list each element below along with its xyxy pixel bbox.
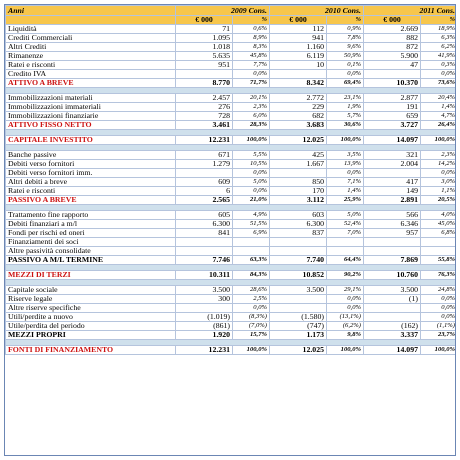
row-label: Liquidità (6, 25, 176, 34)
value-cell: 682 (270, 112, 327, 121)
value-cell: 6.300 (270, 220, 327, 229)
value-cell: 1.667 (270, 160, 327, 169)
row-label: Credito IVA (6, 70, 176, 79)
percent-cell: 29,1% (327, 286, 364, 295)
value-cell: 841 (176, 229, 233, 238)
percent-cell: 25,9% (327, 196, 364, 205)
value-cell: 957 (364, 229, 421, 238)
value-cell (364, 238, 421, 247)
percent-cell: 20,4% (421, 94, 457, 103)
table-row (6, 247, 457, 256)
value-cell (270, 238, 327, 247)
row-label: Riserve legale (6, 295, 176, 304)
percent-cell: 6,3% (421, 34, 457, 43)
row-label: Debiti verso fornitori (6, 160, 176, 169)
value-cell: 609 (176, 178, 233, 187)
percent-cell: 3,0% (421, 178, 457, 187)
percent-cell: 0,0% (421, 70, 457, 79)
balance-sheet (4, 4, 456, 456)
value-cell: 3.727 (364, 121, 421, 130)
percent-cell: 30,6% (327, 121, 364, 130)
value-cell: 8.342 (270, 79, 327, 88)
value-cell: 3.683 (270, 121, 327, 130)
value-cell: 112 (270, 25, 327, 34)
value-cell: 8.770 (176, 79, 233, 88)
row-label: Altri Crediti (6, 43, 176, 52)
percent-cell: 4,9% (233, 211, 270, 220)
percent-cell: 0,6% (233, 25, 270, 34)
percent-cell: 0,0% (421, 295, 457, 304)
percent-cell: 0,1% (327, 61, 364, 70)
total-row (6, 136, 457, 145)
value-cell: (861) (176, 322, 233, 331)
percent-cell: 0,0% (327, 70, 364, 79)
percent-cell: 13,9% (327, 160, 364, 169)
currency-2009: € 000 (176, 16, 233, 25)
value-cell: (162) (364, 322, 421, 331)
value-cell: 3.461 (176, 121, 233, 130)
percent-cell: 6,8% (421, 229, 457, 238)
value-cell (364, 169, 421, 178)
percent-cell: 1,4% (327, 187, 364, 196)
percent-cell: 51,5% (233, 220, 270, 229)
value-cell (270, 295, 327, 304)
value-cell: (1) (364, 295, 421, 304)
balance-table (5, 5, 456, 355)
percent-cell: 2,3% (233, 103, 270, 112)
table-row (6, 304, 457, 313)
value-cell: 10.760 (364, 271, 421, 280)
value-cell: 1.279 (176, 160, 233, 169)
table-row (6, 94, 457, 103)
value-cell: 941 (270, 34, 327, 43)
row-label: Fondi per rischi ed oneri (6, 229, 176, 238)
percent-cell: 52,4% (327, 220, 364, 229)
percent-cell: 5,0% (233, 178, 270, 187)
percent-cell: 0,0% (327, 295, 364, 304)
percent-cell (233, 238, 270, 247)
value-cell: 872 (364, 43, 421, 52)
percent-cell: 4,7% (421, 112, 457, 121)
value-cell: 6.119 (270, 52, 327, 61)
table-row (6, 160, 457, 169)
percent-cell: 9,6% (327, 43, 364, 52)
value-cell: 1.095 (176, 34, 233, 43)
value-cell: 12.231 (176, 346, 233, 355)
value-cell: 1.920 (176, 331, 233, 340)
percent-cell: (6,2%) (327, 322, 364, 331)
value-cell: 2.891 (364, 196, 421, 205)
value-cell: 605 (176, 211, 233, 220)
percent-cell: 5,0% (327, 211, 364, 220)
percent-cell: 2,5% (233, 295, 270, 304)
percent-cell: 100,0% (421, 346, 457, 355)
value-cell: 12.231 (176, 136, 233, 145)
percent-cell: 0,0% (233, 304, 270, 313)
percent-cell: 45,8% (233, 52, 270, 61)
value-cell: 300 (176, 295, 233, 304)
value-cell: 5.900 (364, 52, 421, 61)
value-cell: 10.852 (270, 271, 327, 280)
table-row (6, 70, 457, 79)
row-label: Altre passività consolidate (6, 247, 176, 256)
value-cell: 6 (176, 187, 233, 196)
percent-cell: 3,5% (327, 151, 364, 160)
row-label: FONTI DI FINANZIAMENTO (6, 346, 176, 355)
percent-cell: 6,2% (421, 43, 457, 52)
row-label: Altre riserve specifiche (6, 304, 176, 313)
value-cell: (1.580) (270, 313, 327, 322)
unit-row-blank (6, 16, 176, 25)
table-row (6, 103, 457, 112)
value-cell (270, 169, 327, 178)
pct-symbol-2010: % (327, 16, 364, 25)
value-cell: 6.346 (364, 220, 421, 229)
value-cell: 12.025 (270, 346, 327, 355)
value-cell: 276 (176, 103, 233, 112)
table-row (6, 34, 457, 43)
percent-cell: 0,0% (233, 70, 270, 79)
year-2010-header: 2010 Cons. (270, 6, 364, 16)
total-row (6, 256, 457, 265)
percent-cell: 14,2% (421, 160, 457, 169)
percent-cell: 1,9% (327, 103, 364, 112)
percent-cell: 90,2% (327, 271, 364, 280)
row-label: Immobilizzazioni materiali (6, 94, 176, 103)
percent-cell: (13,1%) (327, 313, 364, 322)
row-label: Utili/perdite a nuovo (6, 313, 176, 322)
table-row (6, 151, 457, 160)
value-cell: 2.457 (176, 94, 233, 103)
table-row (6, 169, 457, 178)
header-row (6, 6, 457, 16)
row-label: PASSIVO A BREVE (6, 196, 176, 205)
value-cell: 10.311 (176, 271, 233, 280)
table-row (6, 238, 457, 247)
value-cell: 566 (364, 211, 421, 220)
total-row (6, 346, 457, 355)
value-cell: 417 (364, 178, 421, 187)
value-cell: 671 (176, 151, 233, 160)
year-2011-header: 2011 Cons. (364, 6, 457, 16)
value-cell: 14.097 (364, 346, 421, 355)
value-cell (176, 169, 233, 178)
value-cell: 850 (270, 178, 327, 187)
percent-cell: 55,8% (421, 256, 457, 265)
percent-cell: 7,8% (327, 34, 364, 43)
percent-cell: 100,0% (421, 136, 457, 145)
percent-cell: 41,9% (421, 52, 457, 61)
value-cell: 10.370 (364, 79, 421, 88)
percent-cell: 5,5% (233, 151, 270, 160)
percent-cell: 7,0% (327, 229, 364, 238)
percent-cell: 69,4% (327, 79, 364, 88)
value-cell: 7.869 (364, 256, 421, 265)
table-row (6, 313, 457, 322)
value-cell (270, 247, 327, 256)
row-label: Immobilizzazioni immateriali (6, 103, 176, 112)
percent-cell: 4,0% (421, 211, 457, 220)
table-row (6, 220, 457, 229)
percent-cell: 8,3% (233, 43, 270, 52)
total-row (6, 331, 457, 340)
row-label: ATTIVO A BREVE (6, 79, 176, 88)
value-cell: 229 (270, 103, 327, 112)
pct-symbol-2011: % (421, 16, 457, 25)
percent-cell: 0,0% (421, 313, 457, 322)
row-label: Crediti Commerciali (6, 34, 176, 43)
pct-symbol-2009: % (233, 16, 270, 25)
row-label: Ratei e risconti (6, 187, 176, 196)
table-row (6, 52, 457, 61)
row-label: Utile/perdita del periodo (6, 322, 176, 331)
row-label: Debiti finanziari a m/l (6, 220, 176, 229)
table-row (6, 187, 457, 196)
percent-cell: 1,4% (421, 103, 457, 112)
value-cell: 7.746 (176, 256, 233, 265)
percent-cell: 100,0% (327, 136, 364, 145)
currency-2011: € 000 (364, 16, 421, 25)
row-label: Trattamento fine rapporto (6, 211, 176, 220)
table-row (6, 43, 457, 52)
percent-cell: 10,5% (233, 160, 270, 169)
total-row (6, 121, 457, 130)
percent-cell: 7,7% (233, 61, 270, 70)
percent-cell: 76,3% (421, 271, 457, 280)
value-cell: 837 (270, 229, 327, 238)
percent-cell (327, 247, 364, 256)
percent-cell: 24,8% (421, 286, 457, 295)
value-cell: (747) (270, 322, 327, 331)
value-cell: 2.669 (364, 25, 421, 34)
percent-cell: 50,9% (327, 52, 364, 61)
value-cell: 2.565 (176, 196, 233, 205)
percent-cell: (1,1%) (421, 322, 457, 331)
percent-cell: 9,8% (327, 331, 364, 340)
row-label: MEZZI PROPRI (6, 331, 176, 340)
percent-cell: 15,7% (233, 331, 270, 340)
value-cell: 149 (364, 187, 421, 196)
row-label: Immobilizzazioni finanziarie (6, 112, 176, 121)
value-cell: 2.772 (270, 94, 327, 103)
value-cell: 951 (176, 61, 233, 70)
percent-cell: 21,0% (233, 196, 270, 205)
row-label: Finanziamenti dei soci (6, 238, 176, 247)
value-cell (176, 70, 233, 79)
percent-cell: (7,0%) (233, 322, 270, 331)
value-cell: 425 (270, 151, 327, 160)
value-cell: 5.635 (176, 52, 233, 61)
value-cell: 1.173 (270, 331, 327, 340)
value-cell: 7.740 (270, 256, 327, 265)
percent-cell: 84,3% (233, 271, 270, 280)
percent-cell: 20,1% (233, 94, 270, 103)
value-cell: 659 (364, 112, 421, 121)
row-label: CAPITALE INVESTITO (6, 136, 176, 145)
year-2009-header: 2009 Cons. (176, 6, 270, 16)
percent-cell (327, 238, 364, 247)
value-cell: 3.500 (176, 286, 233, 295)
value-cell: 2.004 (364, 160, 421, 169)
percent-cell: 28,6% (233, 286, 270, 295)
value-cell: 882 (364, 34, 421, 43)
percent-cell: 0,0% (327, 304, 364, 313)
percent-cell: 20,5% (421, 196, 457, 205)
value-cell: 10 (270, 61, 327, 70)
value-cell: 47 (364, 61, 421, 70)
row-label: PASSIVO A M/L TERMINE (6, 256, 176, 265)
table-row (6, 112, 457, 121)
percent-cell: 71,7% (233, 79, 270, 88)
percent-cell: 2,3% (421, 151, 457, 160)
value-cell: 12.025 (270, 136, 327, 145)
value-cell: 71 (176, 25, 233, 34)
percent-cell: 0,0% (233, 169, 270, 178)
value-cell: 3.500 (364, 286, 421, 295)
percent-cell (233, 247, 270, 256)
value-cell: 14.097 (364, 136, 421, 145)
percent-cell: 100,0% (327, 346, 364, 355)
percent-cell: 7,1% (327, 178, 364, 187)
percent-cell (421, 247, 457, 256)
percent-cell: 1,1% (421, 187, 457, 196)
row-label: Banche passive (6, 151, 176, 160)
value-cell: (1.019) (176, 313, 233, 322)
row-label: Altri debiti a breve (6, 178, 176, 187)
years-label: Anni (6, 6, 176, 16)
total-row (6, 79, 457, 88)
value-cell (270, 304, 327, 313)
percent-cell (421, 238, 457, 247)
value-cell (364, 313, 421, 322)
percent-cell: 26,4% (421, 121, 457, 130)
percent-cell: 100,0% (233, 346, 270, 355)
percent-cell: 28,3% (233, 121, 270, 130)
total-row (6, 271, 457, 280)
value-cell: 3.112 (270, 196, 327, 205)
unit-row (6, 16, 457, 25)
percent-cell: 64,4% (327, 256, 364, 265)
value-cell: 2.877 (364, 94, 421, 103)
percent-cell: (8,3%) (233, 313, 270, 322)
percent-cell: 23,1% (327, 94, 364, 103)
percent-cell: 0,3% (421, 61, 457, 70)
percent-cell: 6,9% (233, 229, 270, 238)
value-cell: 1.018 (176, 43, 233, 52)
percent-cell: 0,9% (327, 25, 364, 34)
value-cell (364, 247, 421, 256)
table-row (6, 211, 457, 220)
percent-cell: 100,0% (233, 136, 270, 145)
value-cell: 1.160 (270, 43, 327, 52)
currency-2010: € 000 (270, 16, 327, 25)
value-cell (176, 238, 233, 247)
row-label: ATTIVO FISSO NETTO (6, 121, 176, 130)
percent-cell: 0,0% (421, 304, 457, 313)
value-cell (176, 247, 233, 256)
value-cell (364, 70, 421, 79)
row-label: Ratei e risconti (6, 61, 176, 70)
percent-cell: 73,6% (421, 79, 457, 88)
percent-cell: 45,0% (421, 220, 457, 229)
percent-cell: 18,9% (421, 25, 457, 34)
value-cell: 6.300 (176, 220, 233, 229)
value-cell: 3.500 (270, 286, 327, 295)
row-label: MEZZI DI TERZI (6, 271, 176, 280)
value-cell: 321 (364, 151, 421, 160)
row-label: Rimanenze (6, 52, 176, 61)
value-cell: 170 (270, 187, 327, 196)
row-label: Debiti verso fornitori imm. (6, 169, 176, 178)
total-row (6, 196, 457, 205)
table-row (6, 229, 457, 238)
row-label: Capitale sociale (6, 286, 176, 295)
percent-cell: 5,7% (327, 112, 364, 121)
percent-cell: 6,0% (233, 112, 270, 121)
table-row (6, 61, 457, 70)
table-row (6, 286, 457, 295)
percent-cell: 8,9% (233, 34, 270, 43)
value-cell (176, 304, 233, 313)
table-row (6, 295, 457, 304)
percent-cell: 0,0% (421, 169, 457, 178)
table-row (6, 178, 457, 187)
value-cell: 191 (364, 103, 421, 112)
table-row (6, 25, 457, 34)
value-cell (270, 70, 327, 79)
percent-cell: 63,3% (233, 256, 270, 265)
value-cell (364, 304, 421, 313)
percent-cell: 0,0% (233, 187, 270, 196)
table-row (6, 322, 457, 331)
percent-cell: 0,0% (327, 169, 364, 178)
percent-cell: 23,7% (421, 331, 457, 340)
value-cell: 728 (176, 112, 233, 121)
value-cell: 603 (270, 211, 327, 220)
value-cell: 3.337 (364, 331, 421, 340)
